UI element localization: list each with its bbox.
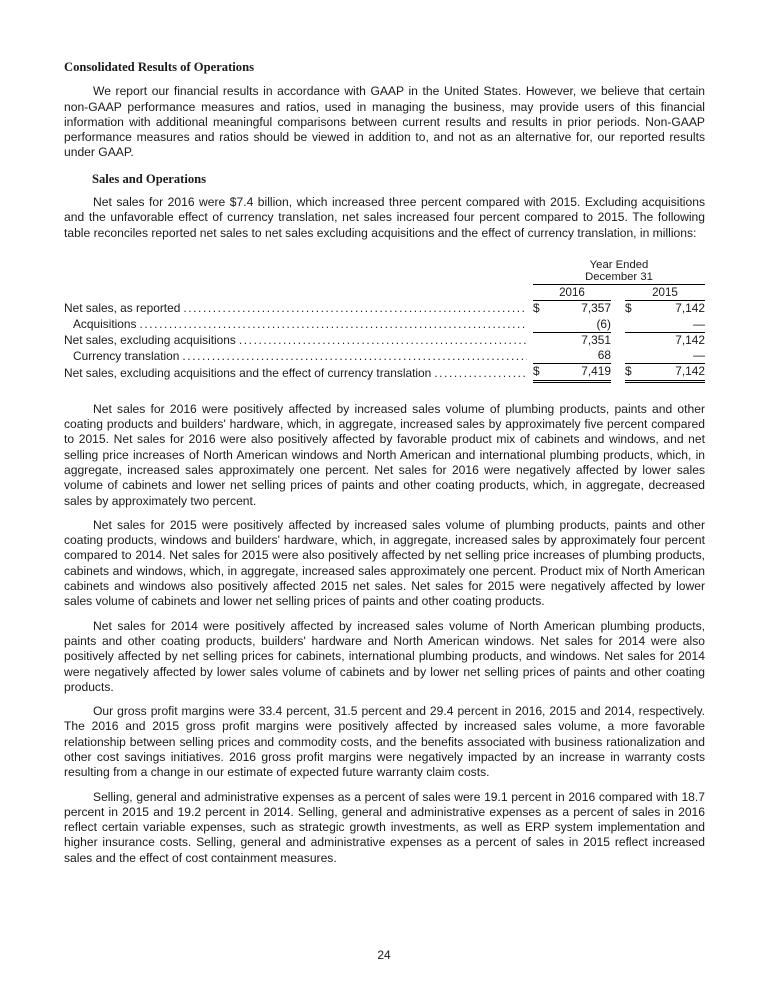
paragraph-net-sales-2015: Net sales for 2015 were positively affected by increased sales volume of plumbing products, paints and other coating products, windows and builders' hardware, which, in aggregate, increased sales by approximately four percent compared to 2014. Net sales for 2015 were also positively affected by net selling price increases of plumbing products, cabinets and windows, which, in aggregate, increased sales approximately one percent. Product mix of North American cabinets and windows also positively affected 2015 net sales. Net sales for 2015 were negatively affected by lower sales volume of cabinets and lower net selling prices of paints and other coating products. [64, 517, 705, 609]
column-header-2016: 2016 [533, 284, 611, 300]
currency-symbol [625, 332, 643, 348]
paragraph-sga-expenses: Selling, general and administrative expenses as a percent of sales were 19.1 percent in 2016 compared with 18.7 percent in 2015 and 19.2 percent in 2014. Selling, general and administrative expenses as a percent of sales in 2016 reflect certain variable expenses, such as strategic growth investments, as well as ERP system implementation and higher insurance costs. Selling, general and administrative expenses as a percent of sales in 2015 reflect increased sales and the effect of cost containment measures. [64, 789, 705, 865]
column-header-2015: 2015 [625, 284, 705, 300]
value-2015: 7,142 [643, 364, 705, 381]
currency-symbol [625, 348, 643, 364]
dot-leader [182, 349, 527, 364]
row-label-cell [64, 364, 533, 381]
column-gap [611, 301, 625, 317]
table-row [64, 301, 705, 317]
table-header-line2: December 31 [585, 271, 653, 284]
currency-symbol [533, 332, 551, 348]
currency-symbol: $ [532, 301, 540, 316]
column-gap [611, 332, 625, 348]
currency-symbol [533, 317, 551, 333]
currency-symbol: $ [625, 364, 643, 381]
table-header-line1: Year Ended [589, 258, 649, 271]
currency-symbol: $ [533, 364, 551, 381]
currency-symbol [625, 317, 643, 333]
dot-leader [139, 317, 527, 332]
row-label-cell [64, 332, 533, 348]
table-header-year-ended [533, 259, 705, 285]
row-label-cell [64, 348, 533, 364]
row-label-cell [64, 317, 533, 333]
paragraph-gross-profit: Our gross profit margins were 33.4 percent, 31.5 percent and 29.4 percent in 2016, 2015 and 2014, respectively. The 2016 and 2015 gross profit margins were positively affected by increased sales volume, a more favorable relationship between selling prices and commodity costs, and the benefits associated with business rationalization and other cost savings initiatives. 2016 gross profit margins were negatively impacted by an increase in warranty costs resulting from a change in our estimate of expected future warranty claim costs. [64, 704, 705, 780]
currency-symbol [533, 348, 551, 364]
page-number: 24 [377, 948, 391, 962]
row-label-cell [64, 301, 533, 317]
row-label: Currency translation [73, 348, 180, 363]
value-2016: 7,351 [581, 332, 611, 347]
table-row [64, 317, 705, 333]
dot-leader [434, 366, 527, 381]
value-2016: 68 [551, 348, 611, 364]
value-2015: — [643, 317, 705, 333]
paragraph-gaap-results: We report our financial results in accordance with GAAP in the United States. However, we believe that certain non-GAAP performance measures and ratios, used in managing the business, may provide users of this financial information with additional meaningful comparisons between current results and results in prior periods. Non-GAAP performance measures and ratios should be viewed in addition to, and not as an alternative for, our reported results under GAAP. [64, 84, 705, 160]
column-gap [611, 284, 625, 300]
section-heading: Consolidated Results of Operations [64, 60, 254, 74]
paragraph-net-sales-intro: Net sales for 2016 were $7.4 billion, which increased three percent compared with 2015. Excluding acquisitions and the unfavorable effect of currency translation, net sales increased four percent compared to 2015. The following table reconciles reported net sales to net sales excluding acquisitions and the effect of currency translation, in millions: [64, 195, 705, 240]
column-gap [611, 317, 625, 333]
value-2015: 7,142 [675, 332, 705, 347]
row-label: Net sales, as reported [64, 301, 181, 316]
table-header-years-row [64, 284, 705, 300]
dot-leader [183, 301, 527, 316]
column-gap [611, 348, 625, 364]
table-row-total [64, 364, 705, 381]
row-label: Acquisitions [73, 317, 137, 332]
paragraph-net-sales-2016: Net sales for 2016 were positively affected by increased sales volume of plumbing products, paints and other coating products and builders' hardware, which, in aggregate, increased sales by approximately five percent compared to 2015. Net sales for 2016 were also positively affected by favorable product mix of cabinets and windows, and net selling price increases of North American windows and North American and international plumbing products, which, in aggregate, increased sales approximately one percent. Net sales for 2016 were negatively affected by lower sales volume of cabinets and lower net selling prices of paints and other coating products, which, in aggregate, decreased sales by approximately two percent. [64, 401, 705, 508]
row-label: Net sales, excluding acquisitions and the effect of currency translation [64, 365, 432, 380]
value-2016: (6) [551, 317, 611, 333]
net-sales-reconciliation-table [64, 259, 705, 383]
table-header-group-row [64, 259, 705, 285]
value-2015: 7,142 [675, 301, 705, 316]
table-row [64, 348, 705, 364]
row-label: Net sales, excluding acquisitions [64, 332, 236, 347]
paragraph-net-sales-2014: Net sales for 2014 were positively affected by increased sales volume of North American plumbing products, paints and other coating products, builders' hardware and North American windows. Net sales for 2014 were also positively affected by net selling prices for cabinets, international plumbing products, and windows. Net sales for 2014 were negatively affected by lower sales volume of cabinets and by lower net selling prices of paints and other coating products. [64, 618, 705, 694]
column-gap [611, 364, 625, 381]
table-header-spacer [64, 284, 533, 300]
table-header-spacer [64, 259, 533, 285]
value-2015: — [643, 348, 705, 364]
table-row [64, 332, 705, 348]
dot-leader [239, 333, 527, 348]
value-2016: 7,357 [581, 301, 611, 316]
currency-symbol: $ [624, 301, 632, 316]
value-2016: 7,419 [551, 364, 611, 381]
subsection-heading-sales-operations: Sales and Operations [92, 171, 207, 186]
